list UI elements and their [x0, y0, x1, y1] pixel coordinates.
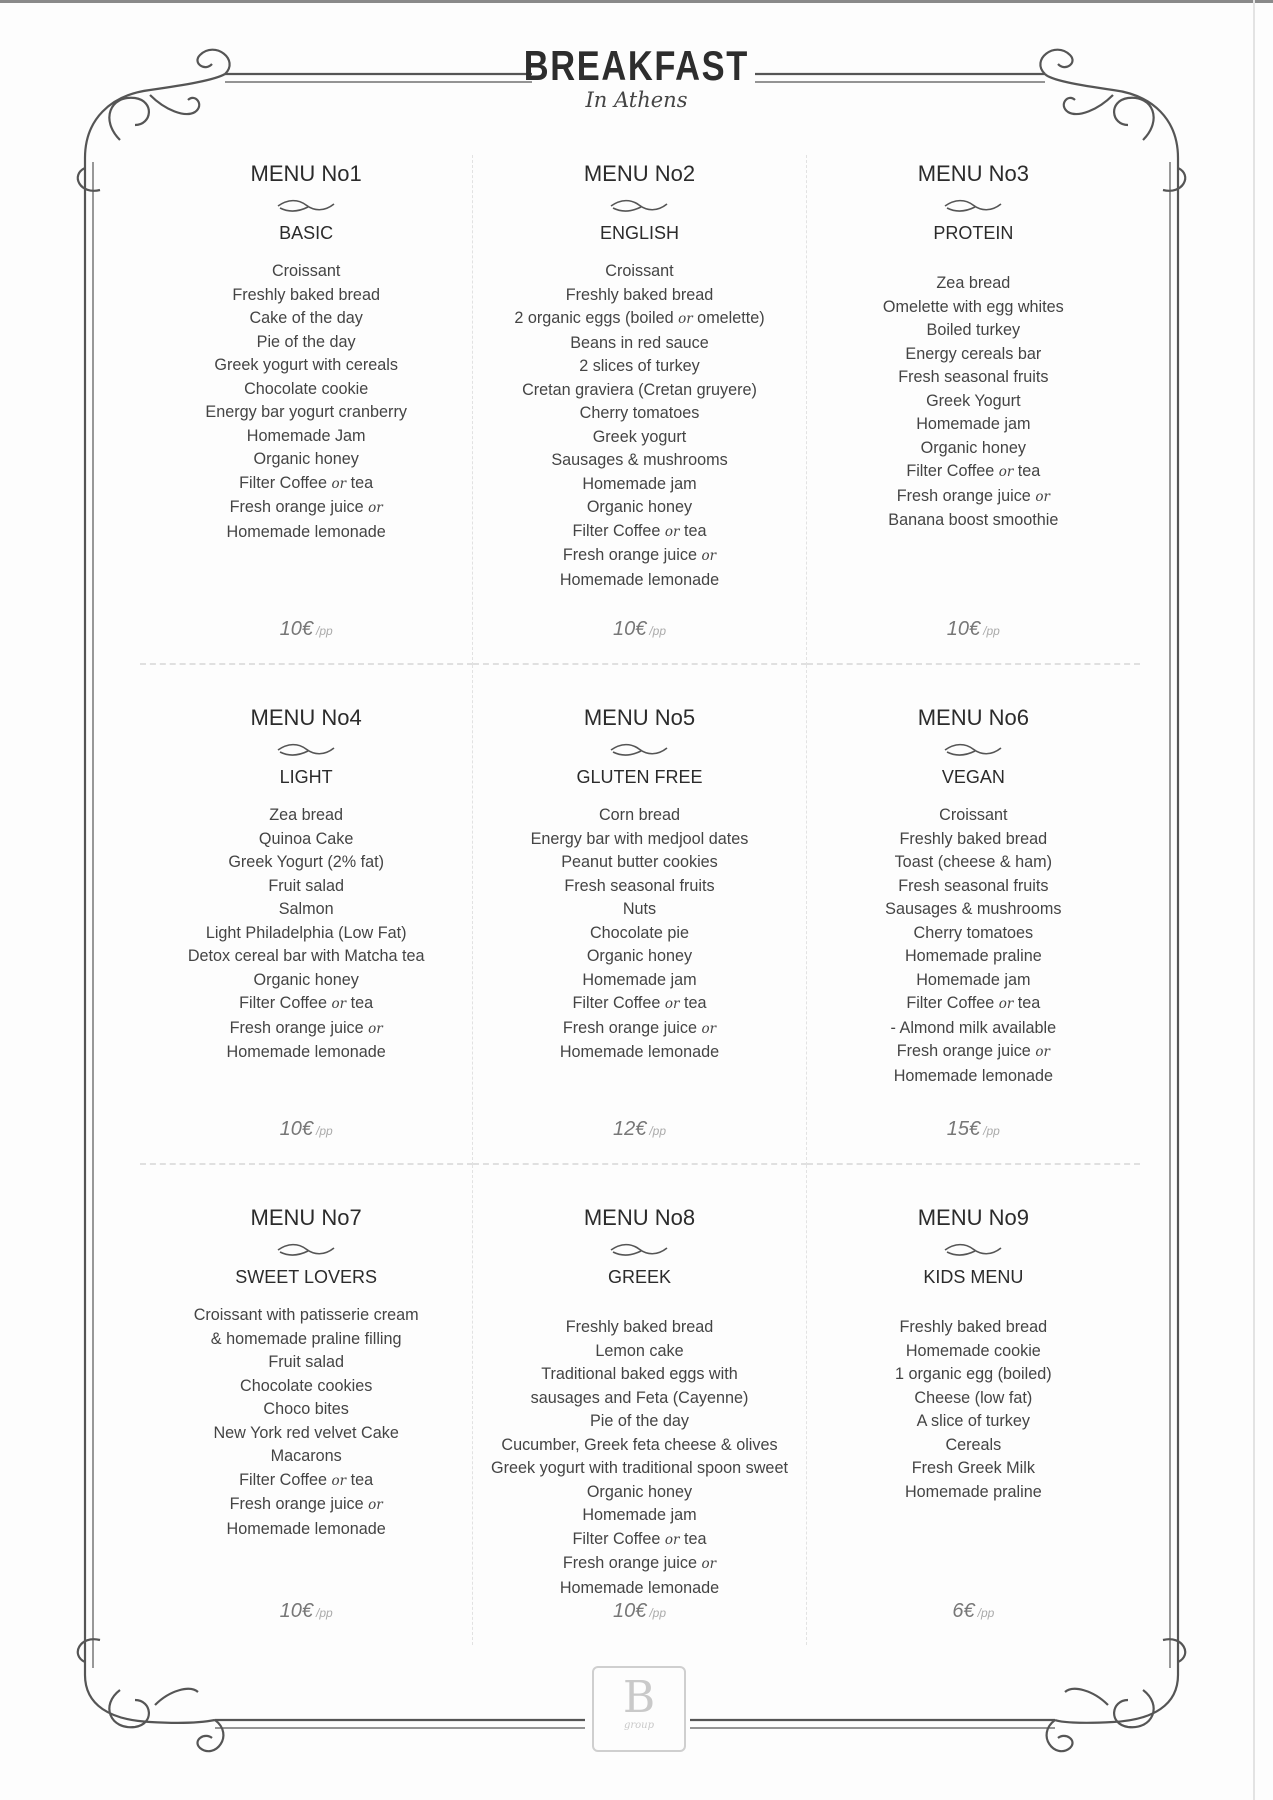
menu-item: Fresh orange juice or — [562, 1018, 717, 1037]
menu-item: Croissant — [271, 262, 341, 280]
menu-item: Nuts — [622, 900, 657, 918]
menu-item: Fresh orange juice or — [896, 486, 1050, 505]
price-unit: /pp — [316, 624, 333, 638]
swirl-divider-icon — [607, 197, 671, 215]
menu-item: Choco bites — [263, 1400, 349, 1418]
menu-item: Filter Coffee or tea — [572, 994, 707, 1012]
menu-item: Zea bread — [269, 806, 344, 824]
menu-item: Peanut butter cookies — [561, 853, 718, 871]
price-value: 10€ — [612, 618, 647, 640]
menu-item: sausages and Feta (Cayenne) — [530, 1388, 749, 1407]
brand-title: BREAKFAST — [523, 42, 750, 89]
price-value: 6€ — [952, 1600, 975, 1622]
menu-type: BASIC — [279, 223, 334, 243]
menu-item: 2 organic eggs (boiled or omelette) — [514, 309, 765, 327]
menu-grid — [140, 155, 1140, 1645]
menu-item: Energy cereals bar — [905, 344, 1042, 363]
menu-item: Chocolate cookies — [240, 1376, 373, 1395]
logo-tagline: group — [623, 1720, 655, 1731]
menu-item: Fresh orange juice or — [229, 1495, 383, 1513]
menu-item: Organic honey — [920, 438, 1026, 457]
price-value: 10€ — [279, 618, 313, 640]
menu-price — [807, 1118, 1140, 1141]
menu-item: Greek yogurt with cereals — [214, 356, 398, 374]
menu-item: Homemade lemonade — [559, 1578, 720, 1597]
menu-item: Freshly baked bread — [232, 285, 380, 304]
swirl-divider-icon — [941, 197, 1005, 215]
menu-item: Beans in red sauce — [570, 333, 709, 352]
menu-item-list — [473, 260, 805, 592]
swirl-divider-icon — [274, 197, 338, 215]
menu-number: MENU No7 — [250, 1205, 362, 1230]
menu-item: Fruit salad — [268, 876, 344, 895]
menu-item: Cereals — [945, 1435, 1002, 1454]
menu-item: Macarons — [270, 1447, 342, 1465]
menu-item: Filter Coffee or tea — [572, 1529, 707, 1548]
menu-number: MENU No2 — [583, 161, 696, 186]
menu-item: & homemade praline filling — [210, 1329, 402, 1348]
menu-item: Filter Coffee or tea — [906, 994, 1041, 1012]
price-value: 15€ — [946, 1118, 981, 1140]
price-value: 10€ — [612, 1600, 647, 1622]
menu-item: Fresh orange juice or — [896, 1042, 1050, 1060]
menu-item: Croissant with patisserie cream — [193, 1306, 419, 1324]
menu-price — [473, 618, 805, 641]
menu-item: Greek yogurt — [592, 427, 687, 446]
menu-item: Greek Yogurt — [926, 391, 1021, 410]
menu-item: Homemade praline — [904, 1482, 1042, 1501]
menu-price — [140, 618, 472, 641]
menu-item: Organic honey — [586, 498, 693, 516]
menu-card — [473, 155, 806, 665]
menu-item-list — [807, 272, 1140, 533]
price-unit: /pp — [983, 624, 1000, 638]
menu-item: Homemade jam — [916, 970, 1031, 989]
price-unit: /pp — [316, 1606, 333, 1620]
menu-card — [140, 665, 473, 1165]
menu-item: Organic honey — [253, 970, 359, 989]
menu-card — [807, 1165, 1140, 1645]
menu-item-list — [140, 260, 472, 544]
menu-item: Cherry tomatoes — [913, 923, 1034, 942]
menu-item: Freshly baked bread — [565, 285, 714, 304]
menu-card — [807, 155, 1140, 665]
menu-type: LIGHT — [279, 767, 333, 787]
menu-item: New York red velvet Cake — [213, 1423, 399, 1442]
menu-item: 2 slices of turkey — [579, 357, 700, 375]
menu-type: GLUTEN FREE — [576, 767, 703, 787]
price-value: 10€ — [946, 618, 981, 640]
menu-item: Homemade lemonade — [559, 1043, 720, 1061]
page-header — [0, 42, 1273, 112]
price-value: 10€ — [279, 1118, 313, 1140]
menu-item: Filter Coffee or tea — [239, 994, 374, 1012]
menu-number: MENU No9 — [917, 1205, 1029, 1230]
menu-item: Homemade lemonade — [226, 522, 386, 541]
swirl-divider-icon — [274, 1241, 338, 1259]
menu-item: Homemade lemonade — [226, 1519, 386, 1538]
menu-item-list — [140, 804, 472, 1065]
swirl-divider-icon — [941, 741, 1005, 759]
price-unit: /pp — [649, 624, 667, 638]
menu-type: GREEK — [607, 1267, 671, 1287]
menu-item: Cherry tomatoes — [579, 404, 700, 422]
menu-item: Chocolate pie — [589, 923, 689, 942]
menu-item: Freshly baked bread — [899, 1318, 1048, 1336]
menu-item-list — [140, 1304, 472, 1541]
menu-card — [140, 155, 473, 665]
menu-type: KIDS MENU — [923, 1267, 1024, 1287]
menu-item: Homemade Jam — [246, 426, 366, 445]
price-value: 12€ — [612, 1118, 647, 1140]
menu-item: Croissant — [939, 806, 1008, 824]
menu-price — [807, 618, 1140, 641]
brand-subtitle: In Athens — [585, 88, 688, 112]
price-value: 10€ — [279, 1600, 313, 1622]
menu-item: Cretan graviera (Cretan gruyere) — [522, 380, 757, 399]
menu-item: - Almond milk available — [890, 1018, 1057, 1037]
menu-item: Homemade cookie — [905, 1341, 1041, 1360]
menu-item: Traditional baked eggs with — [541, 1365, 738, 1383]
menu-item: Fresh seasonal fruits — [898, 368, 1049, 386]
menu-item: Fresh seasonal fruits — [898, 876, 1049, 895]
menu-item: A slice of turkey — [916, 1412, 1030, 1430]
menu-item-list — [807, 804, 1140, 1088]
menu-number: MENU No8 — [583, 1205, 696, 1230]
menu-item: Fruit salad — [268, 1353, 344, 1371]
menu-item: Fresh orange juice or — [229, 1018, 383, 1037]
menu-card — [473, 1165, 806, 1645]
menu-item: Chocolate cookie — [244, 379, 369, 398]
menu-price — [473, 1118, 805, 1141]
menu-number: MENU No6 — [917, 705, 1029, 730]
menu-number: MENU No5 — [583, 705, 696, 730]
menu-item: Filter Coffee or tea — [239, 473, 374, 492]
menu-item: Fresh orange juice or — [562, 1554, 717, 1572]
menu-type: PROTEIN — [933, 223, 1014, 243]
price-unit: /pp — [983, 1124, 1000, 1138]
menu-item: Fresh orange juice or — [562, 546, 717, 564]
menu-item: Lemon cake — [595, 1341, 684, 1360]
swirl-divider-icon — [274, 741, 338, 759]
menu-item: Cucumber, Greek feta cheese & olives — [501, 1435, 778, 1454]
price-unit: /pp — [977, 1606, 995, 1620]
menu-item: Pie of the day — [256, 332, 356, 351]
menu-item: Salmon — [278, 900, 334, 918]
menu-item: Detox cereal bar with Matcha tea — [187, 947, 425, 965]
menu-item: Filter Coffee or tea — [906, 462, 1041, 480]
menu-item: Greek yogurt with traditional spoon sweet — [491, 1459, 788, 1477]
menu-item: Homemade jam — [582, 970, 697, 989]
menu-item: Quinoa Cake — [258, 829, 354, 848]
menu-item: Greek Yogurt (2% fat) — [228, 853, 384, 871]
menu-item: Filter Coffee or tea — [572, 521, 707, 540]
menu-price — [140, 1600, 472, 1623]
menu-item: Homemade lemonade — [226, 1043, 386, 1061]
menu-item: Fresh seasonal fruits — [564, 876, 715, 895]
menu-item: Freshly baked bread — [899, 829, 1048, 848]
menu-item: Organic honey — [586, 947, 693, 965]
menu-item: Homemade lemonade — [559, 570, 720, 589]
menu-item: Cake of the day — [249, 309, 363, 327]
menu-item-list — [473, 1316, 805, 1600]
menu-price — [473, 1600, 805, 1623]
price-unit: /pp — [649, 1606, 667, 1620]
menu-item-list — [807, 1316, 1140, 1504]
menu-type: ENGLISH — [599, 223, 679, 243]
menu-item: Boiled turkey — [926, 321, 1021, 339]
menu-card — [473, 665, 806, 1165]
menu-item: Homemade jam — [582, 474, 697, 493]
menu-price — [807, 1600, 1140, 1623]
menu-card — [807, 665, 1140, 1165]
menu-item: Corn bread — [598, 806, 680, 824]
menu-type: VEGAN — [941, 767, 1005, 787]
menu-item: Fresh orange juice or — [229, 498, 383, 516]
menu-item: Energy bar yogurt cranberry — [205, 403, 407, 421]
menu-item: Light Philadelphia (Low Fat) — [205, 923, 407, 942]
menu-item: Freshly baked bread — [565, 1318, 714, 1336]
menu-number: MENU No1 — [250, 161, 362, 186]
menu-price — [140, 1118, 472, 1141]
menu-item: Zea bread — [936, 274, 1011, 292]
menu-item: Pie of the day — [589, 1412, 689, 1430]
menu-item: Homemade lemonade — [893, 1066, 1053, 1085]
logo-letter: B — [622, 1672, 656, 1723]
menu-number: MENU No4 — [250, 705, 362, 730]
menu-item: Organic honey — [253, 450, 359, 468]
menu-item: Croissant — [605, 262, 674, 280]
menu-type: SWEET LOVERS — [235, 1267, 378, 1287]
menu-item: Homemade jam — [916, 415, 1031, 433]
menu-item: Filter Coffee or tea — [239, 1470, 374, 1489]
menu-item: 1 organic egg (boiled) — [895, 1365, 1052, 1383]
swirl-divider-icon — [607, 741, 671, 759]
menu-item: Homemade praline — [904, 947, 1042, 965]
menu-item: Banana boost smoothie — [888, 511, 1059, 529]
menu-item: Toast (cheese & ham) — [894, 853, 1053, 871]
menu-item: Sausages & mushrooms — [551, 451, 728, 469]
menu-item: Cheese (low fat) — [914, 1388, 1033, 1407]
menu-item: Energy bar with medjool dates — [530, 829, 749, 848]
price-unit: /pp — [316, 1124, 333, 1138]
swirl-divider-icon — [607, 1241, 671, 1259]
menu-item-list — [473, 804, 805, 1065]
menu-item: Sausages & mushrooms — [885, 900, 1062, 918]
brand-logo — [592, 1666, 686, 1752]
price-unit: /pp — [649, 1124, 667, 1138]
menu-item: Organic honey — [586, 1482, 693, 1501]
menu-number: MENU No3 — [917, 161, 1029, 186]
menu-item: Homemade jam — [582, 1506, 697, 1524]
swirl-divider-icon — [941, 1241, 1005, 1259]
menu-card — [140, 1165, 473, 1645]
menu-item: Fresh Greek Milk — [911, 1459, 1035, 1477]
menu-item: Omelette with egg whites — [882, 297, 1064, 316]
